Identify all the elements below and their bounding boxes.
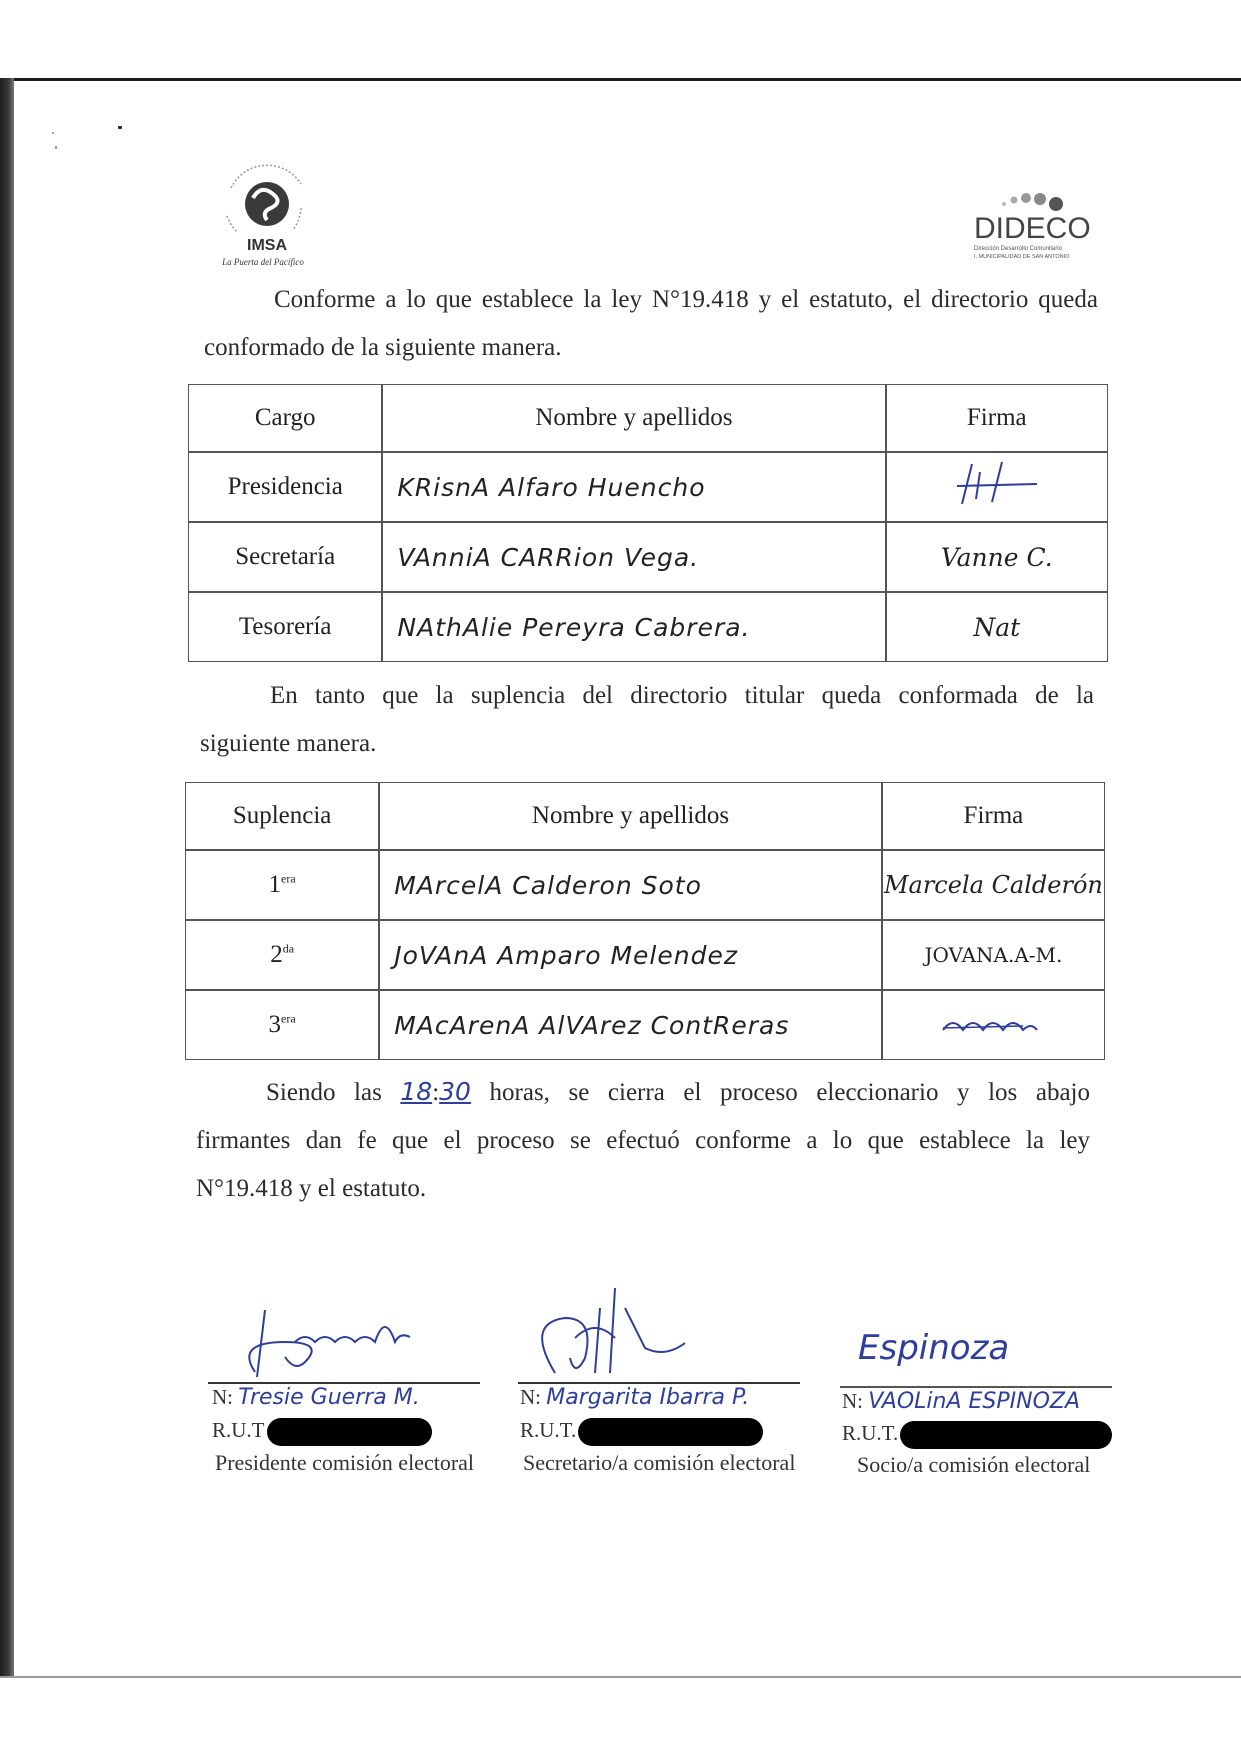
signature-line	[208, 1382, 480, 1384]
firma-cell	[886, 452, 1109, 522]
scan-left-edge	[0, 78, 14, 1678]
signer-role: Presidente comisión electoral	[215, 1450, 475, 1475]
dideco-logo	[968, 188, 1098, 266]
dideco-logo-subtitle-2: I. MUNICIPALIDAD DE SAN ANTONIO	[974, 254, 1070, 260]
signature-scribble	[942, 454, 1052, 514]
header-firma: Firma	[882, 782, 1105, 850]
name-label: N:	[212, 1385, 233, 1409]
table-row	[185, 920, 1105, 990]
signature-scribble	[515, 1278, 715, 1383]
scan-dust	[52, 132, 54, 134]
closing-line-2: firmantes dan fe que el proceso se efectuó conforme a lo que establece la ley	[196, 1127, 1090, 1154]
substitutes-line-2: siguiente manera.	[200, 730, 377, 757]
signer-role: Secretario/a comisión electoral	[523, 1450, 796, 1475]
nombre-cell: VAnniA CARRion Vega.	[382, 522, 885, 592]
signature-scribble	[225, 1302, 445, 1382]
closing-paragraph	[196, 1068, 1090, 1213]
nombre-cell: MAcArenA AlVArez ContReras	[379, 990, 882, 1060]
redaction-bar	[267, 1418, 432, 1446]
closing-text-start: Siendo las	[266, 1079, 382, 1106]
table-header-row	[185, 782, 1105, 850]
rut-line	[212, 1418, 432, 1446]
redaction-bar	[578, 1418, 763, 1446]
cargo-cell: Presidencia	[188, 452, 382, 522]
dideco-logo-subtitle: Dirección Desarrollo Comunitario	[974, 246, 1063, 252]
signature-text: Espinoza	[858, 1328, 1010, 1368]
name-label: N:	[842, 1389, 863, 1413]
closing-hour: 18	[400, 1077, 433, 1106]
rut-label: R.U.T	[212, 1418, 265, 1442]
closing-line-1	[196, 1068, 1090, 1117]
intro-line-2: conformado de la siguiente manera.	[204, 334, 562, 361]
header-nombre: Nombre y apellidos	[379, 782, 882, 850]
firma-cell: JOVANA.A-M.	[882, 920, 1105, 990]
signer-name: Margarita Ibarra P.	[546, 1385, 750, 1410]
scan-dust	[55, 146, 57, 149]
table-row	[188, 452, 1108, 522]
substitutes-paragraph	[200, 672, 1094, 768]
table-row	[185, 850, 1105, 920]
firma-cell: Vanne C.	[886, 522, 1109, 592]
signer-name-line	[212, 1385, 420, 1410]
table-header-row	[188, 384, 1108, 452]
nombre-cell: KRisnA Alfaro Huencho	[382, 452, 885, 522]
signature-line	[518, 1382, 800, 1384]
signature-line	[840, 1386, 1112, 1388]
closing-colon: :	[432, 1079, 440, 1106]
header-suplencia: Suplencia	[185, 782, 379, 850]
dideco-logo-name: DIDECO	[974, 212, 1091, 245]
header-firma: Firma	[886, 384, 1109, 452]
board-table	[188, 384, 1108, 662]
ordinal-number: 1	[268, 871, 282, 898]
header-nombre: Nombre y apellidos	[382, 384, 885, 452]
redaction-bar	[900, 1421, 1112, 1449]
substitutes-table	[185, 782, 1105, 1060]
table-row	[188, 592, 1108, 662]
suplencia-cell	[185, 920, 379, 990]
name-label: N:	[520, 1385, 541, 1409]
suplencia-cell	[185, 990, 379, 1060]
scan-bottom-edge	[0, 1676, 1241, 1678]
header-cargo: Cargo	[188, 384, 382, 452]
table-row	[188, 522, 1108, 592]
ordinal-suffix: era	[281, 1011, 296, 1026]
closing-text-end: horas, se cierra el proceso eleccionario y los abajo	[489, 1079, 1091, 1106]
firma-cell	[882, 990, 1105, 1060]
cargo-cell: Tesorería	[188, 592, 382, 662]
suplencia-cell	[185, 850, 379, 920]
signer-name: Tresie Guerra M.	[238, 1385, 420, 1410]
closing-minutes: 30	[439, 1077, 471, 1106]
signer-role: Socio/a comisión electoral	[857, 1452, 1091, 1477]
ordinal-number: 3	[268, 1011, 282, 1038]
ordinal-number: 2	[270, 941, 283, 968]
nombre-cell: JoVAnA Amparo Melendez	[379, 920, 882, 990]
signer-name-line	[842, 1389, 1080, 1414]
scan-top-edge	[0, 78, 1241, 81]
closing-line-3: N°19.418 y el estatuto.	[196, 1175, 427, 1202]
cargo-cell: Secretaría	[188, 522, 382, 592]
intro-line-1: Conforme a lo que establece la ley N°19.418 y el estatuto, el directorio queda	[274, 286, 1098, 313]
substitutes-line-1: En tanto que la suplencia del directorio titular queda conformada de la	[270, 682, 1094, 709]
table-row	[185, 990, 1105, 1060]
nombre-cell: MArcelA Calderon Soto	[379, 850, 882, 920]
imsa-logo-name: IMSA	[247, 237, 287, 254]
intro-paragraph	[204, 276, 1098, 372]
rut-line	[842, 1421, 1112, 1449]
firma-cell: Marcela Calderón	[882, 850, 1105, 920]
nombre-cell: NAthAlie Pereyra Cabrera.	[382, 592, 885, 662]
imsa-logo	[205, 158, 325, 273]
scan-dust	[118, 126, 122, 129]
ordinal-suffix: da	[282, 941, 295, 956]
signature-scribble	[933, 1002, 1053, 1042]
imsa-logo-motto: La Puerta del Pacífico	[222, 257, 304, 267]
rut-label: R.U.T.	[842, 1421, 899, 1445]
ordinal-suffix: era	[281, 871, 296, 886]
firma-cell: Nat	[886, 592, 1109, 662]
signer-name-line	[520, 1385, 749, 1410]
rut-line	[520, 1418, 763, 1446]
rut-label: R.U.T.	[520, 1418, 577, 1442]
signer-name: VAOLinA ESPINOZA	[868, 1389, 1081, 1414]
